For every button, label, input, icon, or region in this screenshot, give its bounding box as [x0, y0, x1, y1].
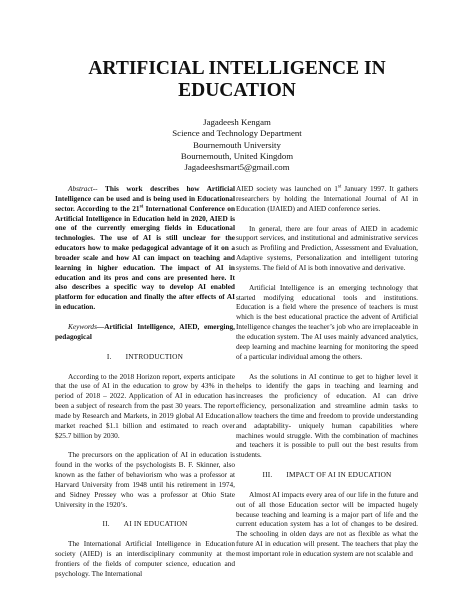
abstract-text-a: This work describes how Artificial Intelligence can be used and is being used in Educational sector. According to the 21	[55, 184, 235, 213]
right-paragraph-4: As the solutions in AI continue to get to higher level it helps to identify the gaps in teaching and learning and increases the proficiency of education. AI can drive efficiency, personalization and streamline admin tasks to allow teachers the time and freedom to provide understanding and adaptability- uniquely human capabilities where machines would struggle. With the combination of machines and teachers it is possible to pull out the best results from students.	[236, 371, 418, 460]
author-block	[0, 117, 474, 173]
right-paragraph-1-text-a: AIED society was launched on 1	[236, 184, 338, 193]
section-number: I.	[106, 351, 112, 361]
section-heading-introduction	[55, 352, 235, 362]
right-column	[236, 184, 418, 569]
keywords	[55, 322, 235, 342]
abstract-sup: st	[139, 204, 144, 210]
paper-title	[0, 58, 474, 102]
author-university: Bournemouth University	[193, 139, 281, 150]
section-title: AI IN EDUCATION	[123, 519, 188, 529]
abstract	[55, 184, 235, 312]
section-number: II.	[102, 519, 110, 529]
keywords-text: —Artificial Intelligence, AIED, emerging, pedagogical	[55, 321, 235, 341]
abstract-text-b: International Conference on Artificial Intelligence in Education held in 2020, AIED is one of the currently emerging fields in Educational technologies. The use of AI is still unclear for the educators how to make pedagogical advantage of it on a broader scale and how AI can impact on teaching and learning in higher education. The impact of AI in education and its pros and cons are presented here. It also describes a specific way to develop AI enabled platform for education and finally the after effects of AI in education.	[55, 203, 235, 312]
ai-in-education-paragraph-1: The International Artificial Intelligence in Education society (AIED) is an interdisciplinary community at the frontiers of the fields of computer science, education and psychology. The International	[55, 539, 235, 578]
author-department: Science and Technology Department	[172, 128, 302, 139]
section-title: IMPACT OF AI IN EDUCATION	[286, 470, 392, 480]
section-heading-ai-in-education	[55, 519, 235, 529]
author-location: Bournemouth, United Kingdom	[180, 150, 294, 161]
section-heading-impact	[236, 470, 418, 480]
author-name: Jagadeesh Kengam	[203, 117, 271, 127]
impact-paragraph-1: Almost AI impacts every area of our life in the future and out of all those Education sector will be impacted hugely because teaching and learning is a major part of life and the current education system has a lot of changes to be desired. The schooling in olden days are not as flexible as what the future AI in education will present. The teachers that play the most important role in education system are not scalable and	[236, 489, 418, 558]
author-email: Jagadeeshsmart5@gmail.com	[184, 162, 290, 173]
keywords-label: Keywords	[68, 321, 97, 331]
right-paragraph-1	[236, 184, 418, 214]
abstract-label: Abstract--	[68, 184, 98, 193]
right-paragraph-1-sup: st	[337, 184, 342, 190]
title-line-2: EDUCATION	[178, 80, 296, 101]
right-paragraph-3: Artificial Intelligence is an emerging technology that started modifying educational tools and institutions. Education is a field where the presence of teachers is must which is the best educational practice the advent of Artificial Intelligence changes the teacher’s job who are irreplaceable in the education system. The AI uses mainly advanced analytics, deep learning and machine learning for monitoring the speed of a particular individual among the others.	[236, 282, 418, 361]
right-paragraph-1-text-b: January 1997. It gathers researchers by holding the International Journal of AI in Education (IJAIED) and AIED conference series.	[236, 184, 418, 213]
section-number: III.	[262, 470, 273, 480]
intro-paragraph-2: The precursors on the application of AI in education is found in the works of the psychologists B. F. Skinner, also known as the father of behaviorism who was a professor at Harvard University from 1948 until his retirement in 1974, and Sidney Pressey who was a professor at Ohio State University in the 1920’s.	[55, 450, 235, 509]
right-paragraph-2: In general, there are four areas of AIED in academic support services, and institutional and administrative services such as Profiling and Prediction, Assessment and Evaluation, Adaptive systems, Personalization and intelligent tutoring systems. The field of AI is both innovative and derivative.	[236, 223, 418, 272]
left-column	[55, 184, 235, 589]
title-line-1: ARTIFICIAL INTELLIGENCE IN	[88, 58, 386, 79]
section-title: INTRODUCTION	[125, 351, 184, 361]
intro-paragraph-1: According to the 2018 Horizon report, experts anticipate that the use of AI in the education to grow by 43% in the period of 2018 – 2022. Application of AI in education has been a subject of research from the past 30 years. The report made by Research and Markets, in 2019 global AI Education market reached $1.1 billion and estimated to reach over $25.7 billion by 2030.	[55, 371, 235, 440]
